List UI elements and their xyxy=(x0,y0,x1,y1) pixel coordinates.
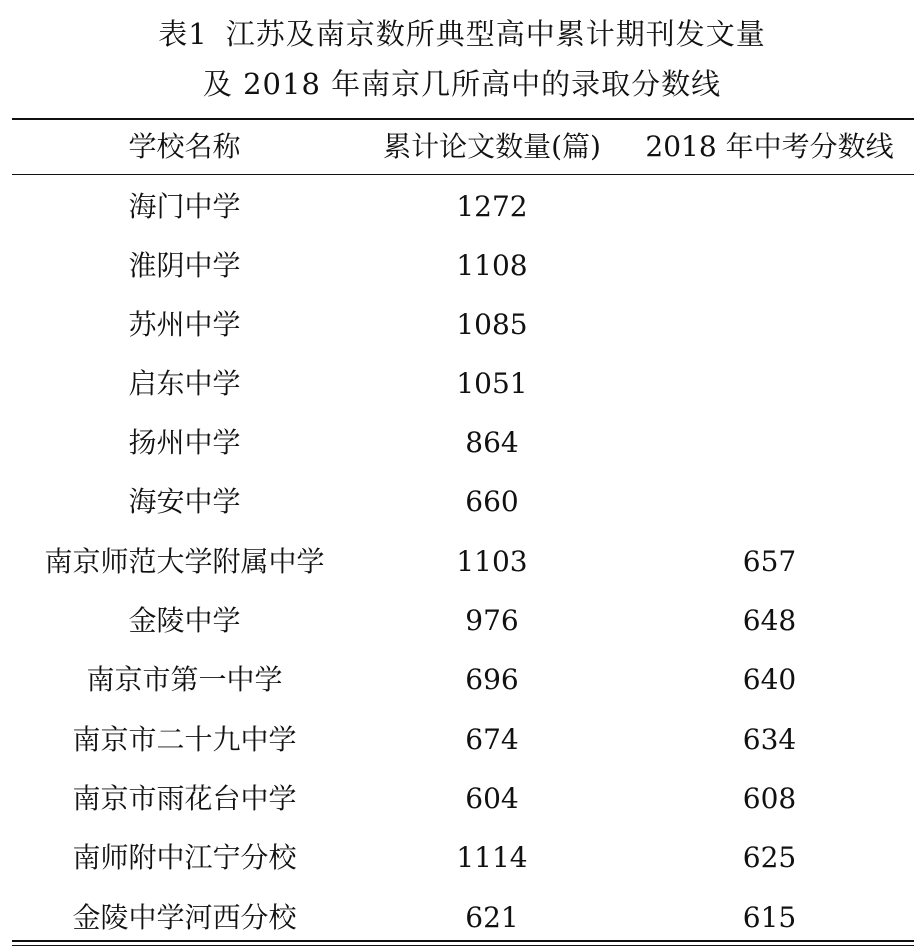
school-name-cell: 金陵中学 xyxy=(128,604,241,637)
table-row xyxy=(0,591,924,650)
paper-count-cell: 621 xyxy=(465,901,519,934)
table-caption-line1 xyxy=(0,16,924,52)
school-name-cell: 苏州中学 xyxy=(128,308,241,341)
table-row xyxy=(0,769,924,828)
paper-count-cell: 1085 xyxy=(456,308,528,341)
table-number: 表1 xyxy=(158,17,208,51)
table-row xyxy=(0,650,924,709)
paper-count-cell: 1103 xyxy=(456,545,528,578)
header-rule xyxy=(12,174,914,175)
paper-count-cell: 976 xyxy=(465,604,519,637)
exam-score-cell: 615 xyxy=(742,901,797,934)
header-school-name: 学校名称 xyxy=(128,130,241,163)
school-name-cell: 海安中学 xyxy=(128,485,241,518)
paper-count-cell: 674 xyxy=(465,723,519,756)
school-name-cell: 南京市雨花台中学 xyxy=(72,782,297,815)
paper-count-cell: 864 xyxy=(465,426,519,459)
school-name-cell: 扬州中学 xyxy=(128,426,241,459)
table-row xyxy=(0,532,924,591)
table-caption-line2: 及 2018 年南京几所高中的录取分数线 xyxy=(202,67,722,101)
exam-score-cell: 657 xyxy=(742,545,797,578)
school-name-cell: 南京市第一中学 xyxy=(86,663,283,696)
exam-score-cell: 648 xyxy=(742,604,797,637)
paper-count-cell: 1272 xyxy=(456,190,528,223)
exam-score-cell: 608 xyxy=(742,782,797,815)
table-row xyxy=(0,354,924,413)
paper-count-cell: 604 xyxy=(465,782,519,815)
school-name-cell: 南京师范大学附属中学 xyxy=(44,545,325,578)
table-row xyxy=(0,472,924,531)
bottom-rule-thin xyxy=(12,945,914,946)
exam-score-cell: 640 xyxy=(742,663,797,696)
school-name-cell: 启东中学 xyxy=(128,367,241,400)
school-name-cell: 金陵中学河西分校 xyxy=(72,901,297,934)
table-row xyxy=(0,295,924,354)
bottom-rule xyxy=(12,940,914,942)
paper-count-cell: 660 xyxy=(465,485,519,518)
table-title: 江苏及南京数所典型高中累计期刊发文量 xyxy=(225,17,766,51)
paper-count-cell: 1051 xyxy=(456,367,528,400)
exam-score-cell: 625 xyxy=(742,841,797,874)
paper-count-cell: 696 xyxy=(465,663,519,696)
exam-score-cell: 634 xyxy=(742,723,797,756)
school-name-cell: 南京市二十九中学 xyxy=(72,723,297,756)
table-row xyxy=(0,888,924,947)
header-exam-score: 2018 年中考分数线 xyxy=(645,130,894,163)
paper-count-cell: 1114 xyxy=(456,841,528,874)
school-name-cell: 南师附中江宁分校 xyxy=(72,841,297,874)
table-row xyxy=(0,413,924,472)
table-row xyxy=(0,236,924,295)
header-paper-count: 累计论文数量(篇) xyxy=(383,130,601,163)
school-name-cell: 海门中学 xyxy=(128,190,241,223)
school-name-cell: 淮阴中学 xyxy=(128,249,241,282)
table-row xyxy=(0,177,924,236)
table-row xyxy=(0,710,924,769)
paper-count-cell: 1108 xyxy=(456,249,528,282)
table-row xyxy=(0,828,924,887)
